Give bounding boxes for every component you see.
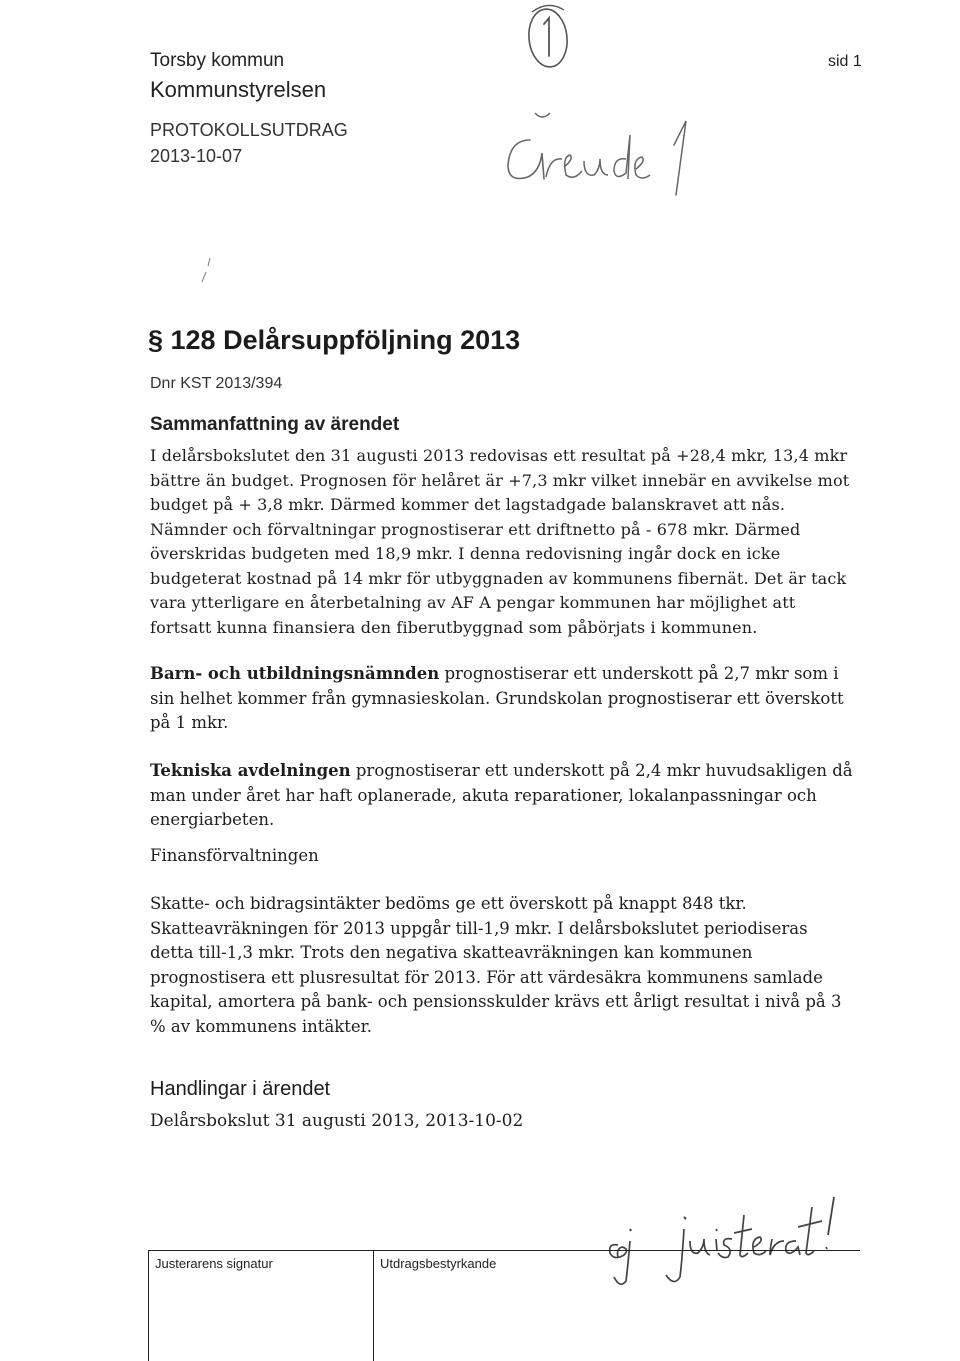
- finans-heading: Finansförvaltningen: [150, 846, 319, 865]
- handwritten-circled-number: [518, 2, 578, 82]
- pen-mark-icon: [196, 256, 216, 292]
- organization-name: Torsby kommun: [150, 50, 285, 71]
- handwritten-signature: [600, 1185, 850, 1290]
- documents-item: Delårsbokslut 31 augusti 2013, 2013-10-02: [150, 1111, 524, 1131]
- document-type: PROTOKOLLSUTDRAG: [150, 120, 348, 140]
- section-title: § 128 Delårsuppföljning 2013: [148, 325, 521, 355]
- finans-paragraph: Skatte- och bidragsintäkter bedöms ge ett överskott på knappt 848 tkr. Skatteavräkningen för 2013 uppgår till-1,9 mkr. I delårsbokslutet periodiseras detta till-1,3 mkr. Trots den negativa skatteavräkningen kan kommunen prognostisera ett plusresultat för 2013. För att värdesäkra kommunens samlade kapital, amortera på bank- och pensionsskulder krävs ett årligt resultat i nivå på 3 % av kommunens intäkter.: [150, 894, 842, 1036]
- summary-paragraph: I delårsbokslutet den 31 augusti 2013 redovisas ett resultat på +28,4 mkr, 13,4 mkr bättre än budget. Prognosen för helåret är +7,3 mkr vilket innebär en avvikelse mot budget på + 3,8 mkr. Därmed kommer det lagstadgade balanskravet att nås. Nämnder och förvaltningar prognostiserar ett driftnetto på - 678 mkr. Därmed överskridas budgeten med 18,9 mkr. I denna redovisning ingår dock en icke budgeterat kostnad på 14 mkr för utbyggnaden av kommunens fibernät. Det är tack vara ytterligare en återbetalning av AF A pengar kommunen har möjlighet att fortsatt kunna finansiera den fiberutbyggnad som påbörjats i kommunen.: [150, 446, 850, 637]
- utdrag-label: Utdragsbestyrkande: [380, 1256, 497, 1271]
- dnr-number: Dnr KST 2013/394: [150, 375, 283, 392]
- barn-text: prognostiserar ett underskott på 2,7 mkr som i sin helhet kommer från gymnasieskolan. Grundskolan prognostiserar ett överskott på 1 mkr.: [150, 664, 844, 732]
- handwritten-arende-note: [490, 95, 720, 205]
- document-date: 2013-10-07: [150, 146, 243, 166]
- tekniska-text: prognostiserar ett underskott på 2,4 mkr huvudsakligen då man under året har haft oplanerade, akuta reparationer, lokalanpassningar och energiarbeten.: [150, 761, 853, 829]
- justerare-label: Justerarens signatur: [155, 1256, 273, 1271]
- summary-heading: Sammanfattning av ärendet: [150, 414, 400, 435]
- board-name: Kommunstyrelsen: [150, 77, 327, 102]
- tekniska-paragraph: [150, 759, 855, 833]
- tekniska-label: Tekniska avdelningen: [150, 761, 351, 780]
- page-number: sid 1: [828, 53, 862, 70]
- documents-heading: Handlingar i ärendet: [150, 1078, 331, 1100]
- barn-label: Barn- och utbildningsnämnden: [150, 664, 440, 683]
- barn-paragraph: [150, 662, 855, 736]
